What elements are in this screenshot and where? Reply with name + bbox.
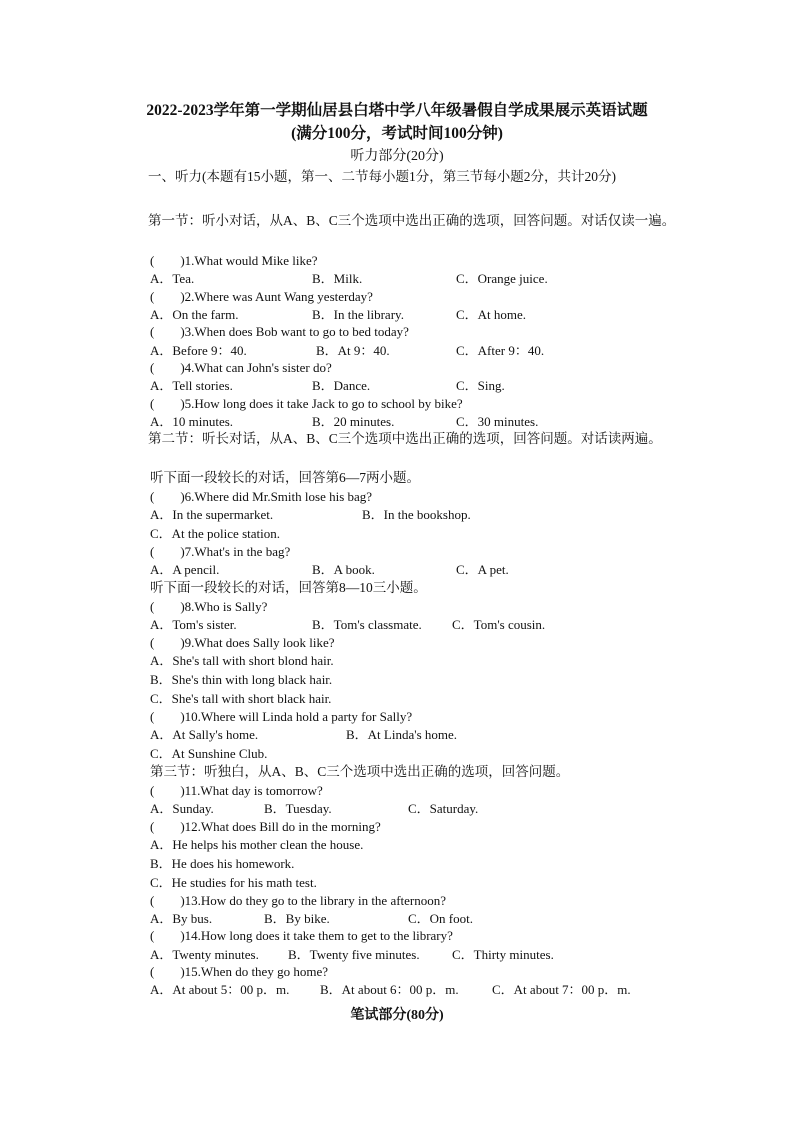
section3-instruction: 第三节：听独白，从A、B、C三个选项中选出正确的选项，回答问题。 [150,764,570,779]
q3-option-b: B．At 9：40. [316,343,390,358]
q8-option-b: B．Tom's classmate. [312,617,422,632]
q5-option-a: A．10 minutes. [150,414,234,429]
q15-option-a: A．At about 5：00 p．m. [150,982,290,997]
q15-option-b: B．At about 6：00 p．m. [320,982,459,997]
q9-option-c: C．She's tall with short black hair. [150,691,332,706]
question-5: ( )5.How long does it take Jack to go to school by bike? [150,396,463,411]
question-10: ( )10.Where will Linda hold a party for Sally? [150,709,413,724]
q2-option-c: C．At home. [456,307,527,322]
question-8: ( )8.Who is Sally? [150,599,268,614]
q11-option-b: B．Tuesday. [264,801,332,816]
written-heading: 笔试部分(80分) [350,1008,444,1023]
question-6: ( )6.Where did Mr.Smith lose his bag? [150,489,373,504]
q10-option-b: B．At Linda's home. [346,727,458,742]
q12-option-c: C．He studies for his math test. [150,875,317,890]
q7-option-c: C．A pet. [456,562,509,577]
q8-option-c: C．Tom's cousin. [452,617,546,632]
question-7: ( )7.What's in the bag? [150,544,291,559]
question-2: ( )2.Where was Aunt Wang yesterday? [150,289,373,304]
q9-option-b: B．She's thin with long black hair. [150,672,333,687]
q14-option-a: A．Twenty minutes. [150,947,259,962]
q7-option-a: A．A pencil. [150,562,220,577]
q11-option-c: C．Saturday. [408,801,479,816]
q7-option-b: B．A book. [312,562,375,577]
exam-title: 2022-2023学年第一学期仙居县白塔中学八年级暑假自学成果展示英语试题 [146,102,648,119]
q14-option-c: C．Thirty minutes. [452,947,554,962]
q10-option-a: A．At Sally's home. [150,727,259,742]
q6-option-b: B．In the bookshop. [362,507,471,522]
dialog-8-10-instruction: 听下面一段较长的对话，回答第8—10三小题。 [150,580,427,595]
q11-option-a: A．Sunday. [150,801,214,816]
q1-option-a: A．Tea. [150,271,195,286]
q12-option-b: B．He does his homework. [150,856,295,871]
q3-option-a: A．Before 9：40. [150,343,247,358]
question-15: ( )15.When do they go home? [150,964,328,979]
question-14: ( )14.How long does it take them to get to the library? [150,928,453,943]
q1-option-b: B．Milk. [312,271,363,286]
q5-option-c: C．30 minutes. [456,414,539,429]
question-4: ( )4.What can John's sister do? [150,360,332,375]
q2-option-b: B．In the library. [312,307,404,322]
q12-option-a: A．He helps his mother clean the house. [150,837,364,852]
dialog-6-7-instruction: 听下面一段较长的对话，回答第6—7两小题。 [150,470,420,485]
question-3: ( )3.When does Bob want to go to bed today? [150,324,409,339]
q5-option-b: B．20 minutes. [312,414,395,429]
question-9: ( )9.What does Sally look like? [150,635,335,650]
q6-option-a: A．In the supermarket. [150,507,274,522]
question-1: ( )1.What would Mike like? [150,253,318,268]
section1-instruction: 第一节：听小对话，从A、B、C三个选项中选出正确的选项，回答问题。对话仅读一遍。 [148,213,676,228]
listening-heading: 听力部分(20分) [350,149,444,164]
q4-option-a: A．Tell stories. [150,378,233,393]
q3-option-c: C．After 9：40. [456,343,545,358]
q10-option-c: C．At Sunshine Club. [150,746,268,761]
q9-option-a: A．She's tall with short blond hair. [150,653,334,668]
q13-option-c: C．On foot. [408,911,474,926]
q13-option-a: A．By bus. [150,911,213,926]
section2-instruction: 第二节：听长对话，从A、B、C三个选项中选出正确的选项，回答问题。对话读两遍。 [148,431,662,446]
q15-option-c: C．At about 7：00 p．m. [492,982,631,997]
q1-option-c: C．Orange juice. [456,271,548,286]
q2-option-a: A．On the farm. [150,307,239,322]
exam-subtitle: (满分100分，考试时间100分钟) [291,125,503,142]
question-13: ( )13.How do they go to the library in the afternoon? [150,893,447,908]
q4-option-c: C．Sing. [456,378,505,393]
q14-option-b: B．Twenty five minutes. [288,947,420,962]
q4-option-b: B．Dance. [312,378,371,393]
question-12: ( )12.What does Bill do in the morning? [150,819,381,834]
q8-option-a: A．Tom's sister. [150,617,237,632]
question-11: ( )11.What day is tomorrow? [150,783,323,798]
q6-option-c: C．At the police station. [150,526,280,541]
q13-option-b: B．By bike. [264,911,330,926]
part1-intro: 一、听力(本题有15小题，第一、二节每小题1分，第三节每小题2分，共计20分) [148,169,616,184]
